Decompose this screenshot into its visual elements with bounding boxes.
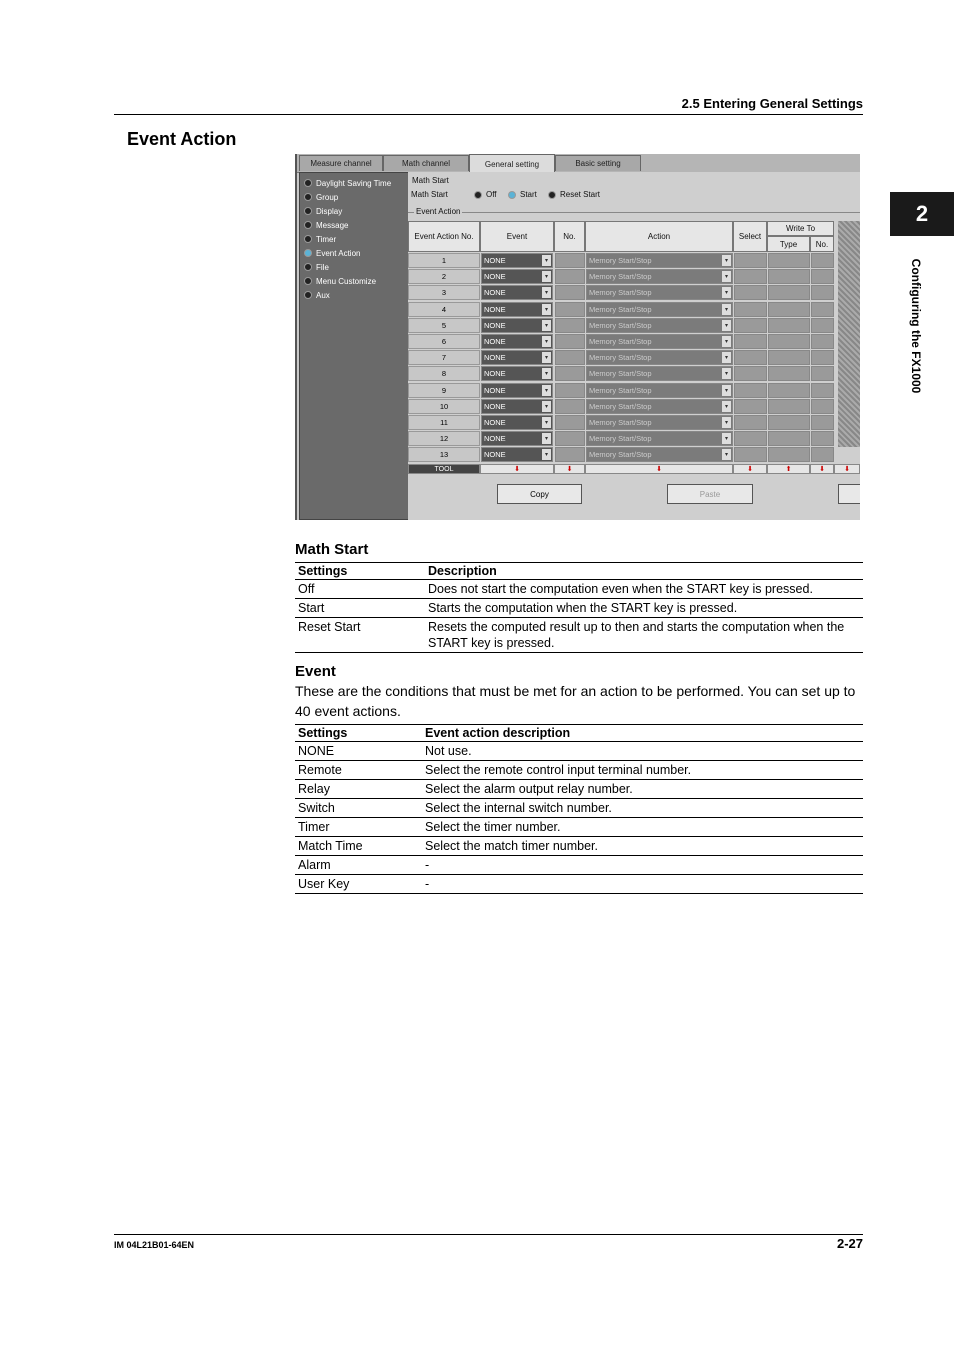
select-cell[interactable] [734, 334, 767, 349]
event-select[interactable] [481, 253, 553, 268]
chevron-down-icon: ▾ [722, 255, 731, 266]
sidebar-item-label: Timer [316, 234, 337, 244]
sidebar-item[interactable] [304, 247, 360, 259]
radio-icon [304, 179, 312, 187]
chevron-down-icon: ▾ [542, 352, 551, 363]
header-rule [114, 114, 863, 115]
row-number: 12 [408, 431, 480, 446]
event-select-value: NONE [484, 256, 506, 265]
row-number: 2 [408, 269, 480, 284]
table-row [295, 761, 863, 780]
chevron-down-icon: ▾ [722, 352, 731, 363]
chevron-down-icon: ▾ [722, 433, 731, 444]
action-select-value: Memory Start/Stop [589, 418, 652, 427]
extra-fill-down-button[interactable]: ⬇ [834, 464, 860, 474]
select-cell[interactable] [734, 366, 767, 381]
more-button[interactable] [838, 484, 860, 504]
write-type-cell[interactable] [768, 269, 810, 284]
sidebar-item-label: Daylight Saving Time [316, 178, 392, 188]
col-event: Event [480, 221, 554, 252]
event-select[interactable] [481, 269, 553, 284]
settings-col-header: Settings [295, 725, 422, 742]
select-cell[interactable] [734, 431, 767, 446]
table-row [295, 618, 863, 653]
action-select[interactable] [586, 415, 733, 430]
settings-sidebar [299, 172, 410, 520]
table-row [295, 580, 863, 599]
setting-cell: User Key [295, 875, 422, 894]
chevron-down-icon: ▾ [722, 336, 731, 347]
table-row [295, 599, 863, 618]
event-no-cell[interactable] [555, 318, 585, 333]
event-no-cell[interactable] [555, 253, 585, 268]
write-no-cell[interactable] [811, 285, 834, 300]
action-select-value: Memory Start/Stop [589, 288, 652, 298]
sidebar-item-label: Event Action [316, 248, 361, 258]
write-type-cell[interactable] [768, 431, 810, 446]
event-select[interactable] [481, 399, 553, 414]
description-cell: Select the timer number. [422, 818, 863, 837]
description-cell: Not use. [422, 742, 863, 761]
row-number: 10 [408, 399, 480, 414]
event-select[interactable] [481, 285, 553, 300]
action-select[interactable] [586, 350, 733, 365]
radio-icon [304, 263, 312, 271]
chevron-down-icon: ▾ [542, 401, 551, 412]
event-select-value: NONE [484, 320, 506, 330]
radio-icon [474, 191, 482, 199]
select-cell[interactable] [734, 383, 767, 398]
event-no-cell[interactable] [555, 350, 585, 365]
action-select-value: Memory Start/Stop [589, 320, 652, 330]
chevron-down-icon: ▾ [722, 287, 731, 298]
select-cell[interactable] [734, 447, 767, 462]
paste-button[interactable]: Paste [667, 484, 753, 504]
radio-icon [304, 277, 312, 285]
write-type-cell[interactable] [768, 383, 810, 398]
radio-icon [304, 291, 312, 299]
chevron-down-icon: ▾ [722, 449, 731, 460]
math-reset-start-radio[interactable]: Reset Start [548, 190, 600, 199]
math-start-heading: Math Start [295, 541, 369, 558]
action-select-value: Memory Start/Stop [589, 369, 652, 379]
write-type-cell[interactable] [768, 399, 810, 414]
action-select[interactable] [586, 253, 733, 268]
write-no-cell[interactable] [811, 350, 834, 365]
event-select[interactable] [481, 431, 553, 446]
action-select-value: Memory Start/Stop [589, 434, 652, 444]
group-divider [408, 212, 860, 213]
chevron-down-icon: ▾ [542, 304, 551, 315]
description-cell: Select the alarm output relay number. [422, 780, 863, 799]
select-cell[interactable] [734, 269, 767, 284]
tab-measure-channel[interactable]: Measure channel [299, 155, 383, 171]
action-select[interactable] [586, 383, 733, 398]
sidebar-item[interactable] [304, 261, 329, 273]
table-row [295, 742, 863, 761]
row-number: 8 [408, 366, 480, 381]
sidebar-item[interactable] [304, 289, 330, 301]
description-cell: Resets the computed result up to then and starts the computation when the START key is pressed. [425, 618, 863, 653]
radio-icon [304, 221, 312, 229]
write-type-cell[interactable] [768, 350, 810, 365]
event-select-value: NONE [484, 288, 506, 298]
tab-basic-setting[interactable]: Basic setting [555, 155, 641, 171]
event-table [295, 724, 863, 894]
tab-bar [297, 154, 860, 173]
sidebar-item-label: Message [316, 220, 349, 230]
table-row [295, 856, 863, 875]
row-number: 11 [408, 415, 480, 430]
action-fill-down-button[interactable]: ⬇ [585, 464, 733, 474]
col-no: No. [554, 221, 585, 252]
action-select[interactable] [586, 318, 733, 333]
row-number: 6 [408, 334, 480, 349]
event-select-value: NONE [484, 401, 506, 411]
write-no-cell[interactable] [811, 431, 834, 446]
col-type: Type [767, 236, 810, 252]
sidebar-item[interactable] [304, 275, 376, 287]
description-cell: Starts the computation when the START key is pressed. [425, 599, 863, 618]
chevron-down-icon: ▾ [542, 385, 551, 396]
description-cell: Does not start the computation even when the START key is pressed. [425, 580, 863, 599]
action-select-value: Memory Start/Stop [589, 304, 652, 314]
write-no-cell[interactable] [811, 302, 834, 317]
write-type-cell[interactable] [768, 253, 810, 268]
setting-cell: Start [295, 599, 425, 618]
setting-cell: Alarm [295, 856, 422, 875]
description-cell: - [422, 875, 863, 894]
select-cell[interactable] [734, 302, 767, 317]
event-select-value: NONE [484, 385, 506, 395]
table-row [295, 818, 863, 837]
description-cell: Select the remote control input terminal number. [422, 761, 863, 780]
col-write-to: Write To [767, 221, 834, 236]
no-fill-down-button[interactable]: ⬇ [554, 464, 585, 474]
col-event-action-no: Event Action No. [408, 221, 480, 252]
select-cell[interactable] [734, 253, 767, 268]
table-row [295, 837, 863, 856]
chevron-down-icon: ▾ [542, 368, 551, 379]
write-no-cell[interactable] [811, 415, 834, 430]
description-cell: Select the internal switch number. [422, 799, 863, 818]
math-start-group-label: Math Start [412, 176, 449, 185]
sidebar-item-label: Aux [316, 290, 330, 300]
col-select: Select [733, 221, 767, 252]
row-number: 3 [408, 285, 480, 300]
page-title: Event Action [127, 129, 237, 149]
event-select[interactable] [481, 415, 553, 430]
row-number: 1 [408, 253, 480, 268]
select-cell[interactable] [734, 350, 767, 365]
setting-cell: Remote [295, 761, 422, 780]
row-number: 4 [408, 302, 480, 317]
action-select-value: Memory Start/Stop [589, 450, 652, 460]
description-cell: - [422, 856, 863, 875]
write-no-cell[interactable] [811, 318, 834, 333]
event-intro: These are the conditions that must be met for an action to be performed. You can set up to 40 event actions. [295, 683, 856, 719]
section-header: 2.5 Entering General Settings [681, 96, 863, 111]
write-type-cell[interactable] [768, 285, 810, 300]
radio-icon [304, 249, 312, 257]
chevron-down-icon: ▾ [722, 401, 731, 412]
action-select[interactable] [586, 334, 733, 349]
action-select-value: Memory Start/Stop [589, 385, 652, 395]
sidebar-item-label: Group [316, 192, 339, 202]
row-number: 7 [408, 350, 480, 365]
radio-icon [304, 235, 312, 243]
event-no-cell[interactable] [555, 383, 585, 398]
tab-general-setting[interactable]: General setting [469, 154, 555, 173]
settings-main-panel [408, 172, 860, 520]
write-type-cell[interactable] [768, 318, 810, 333]
math-start-table [295, 562, 863, 653]
chevron-down-icon: ▾ [722, 320, 731, 331]
settings-screenshot [295, 154, 860, 520]
event-no-cell[interactable] [555, 431, 585, 446]
chevron-down-icon: ▾ [722, 271, 731, 282]
select-cell[interactable] [734, 318, 767, 333]
action-select-value: Memory Start/Stop [589, 353, 652, 363]
event-heading: Event [295, 663, 336, 680]
write-no-cell[interactable] [811, 366, 834, 381]
select-cell[interactable] [734, 415, 767, 430]
action-select[interactable] [586, 269, 733, 284]
chevron-down-icon: ▾ [542, 320, 551, 331]
setting-cell: Relay [295, 780, 422, 799]
sidebar-item[interactable] [304, 205, 342, 217]
setting-cell: Timer [295, 818, 422, 837]
action-select-value: Memory Start/Stop [589, 256, 652, 265]
wno-fill-down-button[interactable]: ⬇ [810, 464, 834, 474]
chevron-down-icon: ▾ [542, 287, 551, 298]
chevron-down-icon: ▾ [722, 417, 731, 428]
event-select[interactable] [481, 318, 553, 333]
col-write-no: No. [810, 236, 834, 252]
action-select[interactable] [586, 399, 733, 414]
math-start-radio[interactable]: Start [508, 190, 537, 199]
chapter-side-label: Configuring the FX1000 [909, 258, 923, 394]
setting-cell: Reset Start [295, 618, 425, 653]
event-select-value: NONE [484, 353, 506, 363]
sidebar-item[interactable] [304, 177, 391, 189]
chapter-tab: 2 [890, 192, 954, 236]
write-no-cell[interactable] [811, 334, 834, 349]
chevron-down-icon: ▾ [542, 336, 551, 347]
radio-icon [548, 191, 556, 199]
description-col-header: Description [425, 563, 863, 580]
event-select[interactable] [481, 383, 553, 398]
write-type-cell[interactable] [768, 447, 810, 462]
action-select[interactable] [586, 302, 733, 317]
footer-rule [114, 1234, 863, 1235]
select-cell[interactable] [734, 285, 767, 300]
document-id: IM 04L21B01-64EN [114, 1240, 195, 1250]
page-number: 2-27 [836, 1236, 863, 1251]
copy-button[interactable]: Copy [497, 484, 582, 504]
event-select[interactable] [481, 447, 553, 462]
write-no-cell[interactable] [811, 383, 834, 398]
chevron-down-icon: ▾ [722, 385, 731, 396]
setting-cell: Off [295, 580, 425, 599]
event-select-value: NONE [484, 418, 506, 427]
event-action-group-label: Event Action [416, 207, 461, 216]
chevron-down-icon: ▾ [542, 417, 551, 428]
action-select-value: Memory Start/Stop [589, 337, 652, 346]
event-description-col-header: Event action description [422, 725, 863, 742]
chevron-down-icon: ▾ [542, 271, 551, 282]
col-action: Action [585, 221, 733, 252]
chevron-down-icon: ▾ [542, 449, 551, 460]
setting-cell: Match Time [295, 837, 422, 856]
action-select[interactable] [586, 366, 733, 381]
event-no-cell[interactable] [555, 334, 585, 349]
event-select[interactable] [481, 334, 553, 349]
event-select[interactable] [481, 350, 553, 365]
event-no-cell[interactable] [555, 447, 585, 462]
math-off-radio[interactable]: Off [474, 190, 497, 199]
event-select-value: NONE [484, 369, 506, 379]
chevron-down-icon: ▾ [722, 368, 731, 379]
tab-math-channel[interactable]: Math channel [383, 155, 469, 171]
write-no-cell[interactable] [811, 399, 834, 414]
event-select-value: NONE [484, 434, 506, 444]
table-row [295, 875, 863, 894]
sidebar-item[interactable] [304, 233, 336, 245]
radio-icon [304, 193, 312, 201]
row-number: 13 [408, 447, 480, 462]
write-type-cell[interactable] [768, 302, 810, 317]
select-cell[interactable] [734, 399, 767, 414]
event-no-cell[interactable] [555, 285, 585, 300]
event-no-cell[interactable] [555, 399, 585, 414]
event-no-cell[interactable] [555, 302, 585, 317]
radio-icon [304, 207, 312, 215]
setting-cell: Switch [295, 799, 422, 818]
chevron-down-icon: ▾ [542, 255, 551, 266]
scroll-gutter [838, 221, 860, 447]
action-select[interactable] [586, 285, 733, 300]
action-select-value: Memory Start/Stop [589, 401, 652, 411]
chevron-down-icon: ▾ [722, 304, 731, 315]
event-select-value: NONE [484, 272, 506, 282]
row-number: 5 [408, 318, 480, 333]
write-type-cell[interactable] [768, 366, 810, 381]
chevron-down-icon: ▾ [542, 433, 551, 444]
write-no-cell[interactable] [811, 253, 834, 268]
settings-col-header: Settings [295, 563, 425, 580]
sidebar-item[interactable] [304, 219, 348, 231]
table-row [295, 799, 863, 818]
write-no-cell[interactable] [811, 447, 834, 462]
sidebar-item-label: Menu Customize [316, 276, 377, 286]
description-cell: Select the match timer number. [422, 837, 863, 856]
tool-label: TOOL [408, 464, 480, 474]
setting-cell: NONE [295, 742, 422, 761]
type-fill-up-button[interactable]: ⬆ [767, 464, 810, 474]
event-no-cell[interactable] [555, 415, 585, 430]
math-start-label: Math Start [411, 190, 448, 199]
event-select[interactable] [481, 302, 553, 317]
action-select[interactable] [586, 431, 733, 446]
event-select-value: NONE [484, 304, 506, 314]
event-fill-down-button[interactable]: ⬇ [480, 464, 554, 474]
event-no-cell[interactable] [555, 269, 585, 284]
write-no-cell[interactable] [811, 269, 834, 284]
sidebar-item-label: File [316, 262, 329, 272]
table-row [295, 780, 863, 799]
event-select[interactable] [481, 366, 553, 381]
write-type-cell[interactable] [768, 415, 810, 430]
action-select[interactable] [586, 447, 733, 462]
event-no-cell[interactable] [555, 366, 585, 381]
write-type-cell[interactable] [768, 334, 810, 349]
select-fill-down-button[interactable]: ⬇ [733, 464, 767, 474]
sidebar-item[interactable] [304, 191, 338, 203]
row-number: 9 [408, 383, 480, 398]
action-select-value: Memory Start/Stop [589, 272, 652, 282]
sidebar-item-label: Display [316, 206, 343, 216]
event-select-value: NONE [484, 450, 506, 460]
event-select-value: NONE [484, 337, 506, 346]
radio-icon [508, 191, 516, 199]
